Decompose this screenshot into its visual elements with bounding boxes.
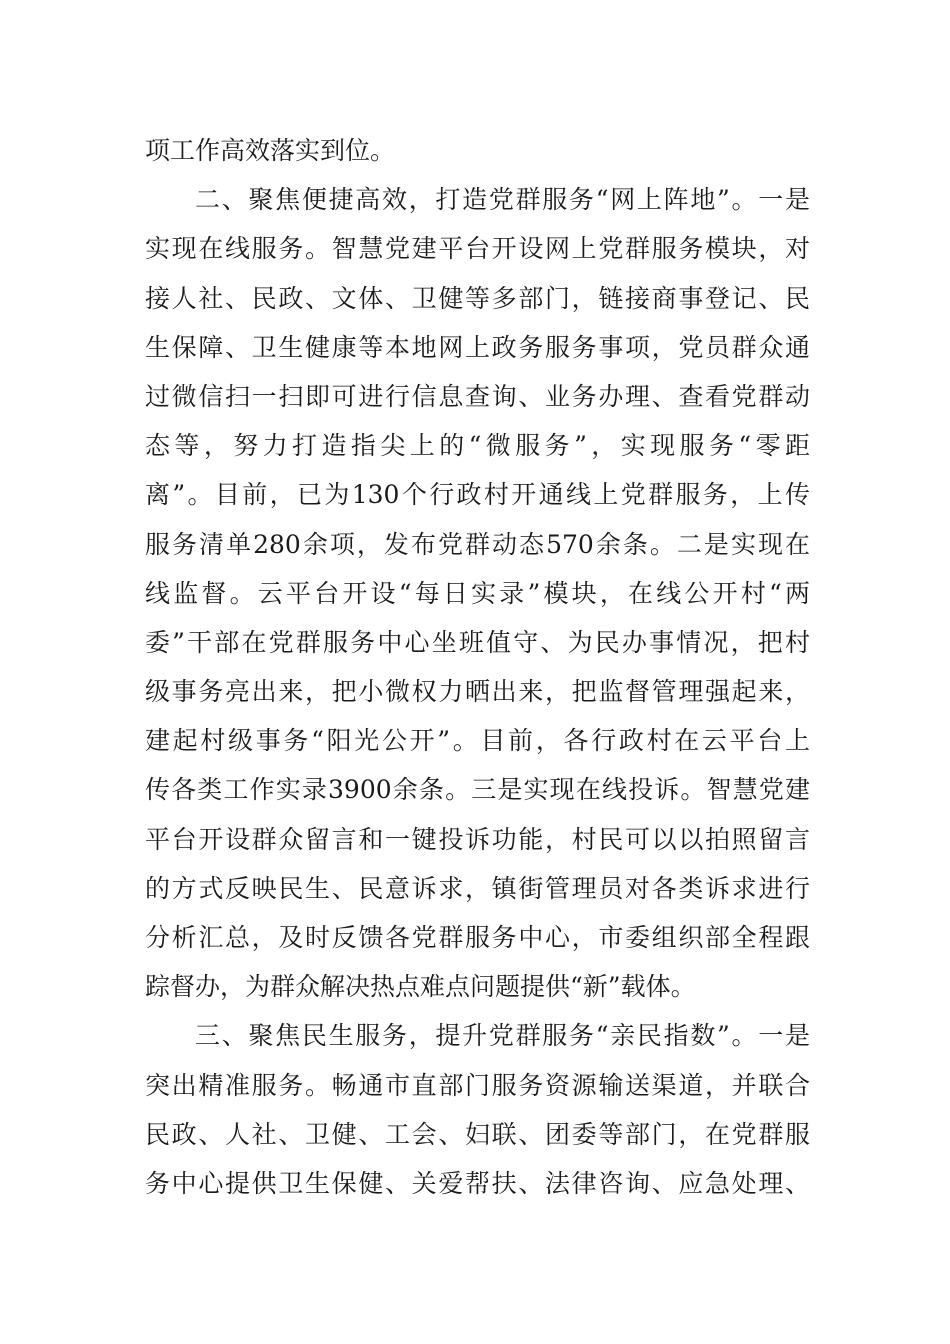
body-text (145, 126, 810, 1208)
paragraph-line: 过微信扫一扫即可进行信息查询、业务办理、查看党群动 (145, 381, 810, 411)
paragraph-line: 接人社、民政、文体、卫健等多部门，链接商事登记、民 (145, 283, 810, 313)
paragraph-line: 民政、人社、卫健、工会、妇联、团委等部门，在党群服 (145, 1119, 810, 1149)
paragraph-line: 服务清单280余项，发布党群动态570余条。二是实现在 (145, 529, 810, 559)
paragraph-line: 项工作高效落实到位。 (145, 136, 396, 165)
paragraph-line: 分析汇总，及时反馈各党群服务中心，市委组织部全程跟 (145, 923, 810, 952)
paragraph-line: 传各类工作实录3900余条。三是实现在线投诉。智慧党建 (145, 775, 810, 805)
paragraph-line: 踪督办，为群众解决热点难点问题提供“新”载体。 (145, 972, 696, 1002)
paragraph-line: 态等，努力打造指尖上的“微服务”，实现服务“零距 (145, 431, 810, 461)
paragraph-line: 平台开设群众留言和一键投诉功能，村民可以以拍照留言 (145, 824, 810, 854)
section-heading-line: 三、聚焦民生服务，提升党群服务“亲民指数”。一是 (195, 1021, 810, 1051)
paragraph-line: 务中心提供卫生保健、关爱帮扶、法律咨询、应急处理、 (145, 1168, 810, 1198)
paragraph-line: 突出精准服务。畅通市直部门服务资源输送渠道，并联合 (145, 1070, 810, 1100)
paragraph-line: 级事务亮出来，把小微权力晒出来，把监督管理强起来， (145, 677, 810, 707)
paragraph-line: 建起村级事务“阳光公开”。目前，各行政村在云平台上 (145, 726, 810, 756)
paragraph-line: 生保障、卫生健康等本地网上政务服务事项，党员群众通 (145, 332, 810, 362)
paragraph-line: 实现在线服务。智慧党建平台开设网上党群服务模块，对 (145, 234, 810, 264)
paragraph-line: 的方式反映民生、民意诉求，镇街管理员对各类诉求进行 (145, 873, 810, 903)
paragraph-line: 委”干部在党群服务中心坐班值守、为民办事情况，把村 (145, 627, 810, 657)
section-heading-line: 二、聚焦便捷高效，打造党群服务“网上阵地”。一是 (195, 185, 810, 215)
paragraph-line: 线监督。云平台开设“每日实录”模块，在线公开村“两 (145, 578, 810, 608)
paragraph-line: 离”。目前，已为130个行政村开通线上党群服务，上传 (145, 480, 810, 510)
